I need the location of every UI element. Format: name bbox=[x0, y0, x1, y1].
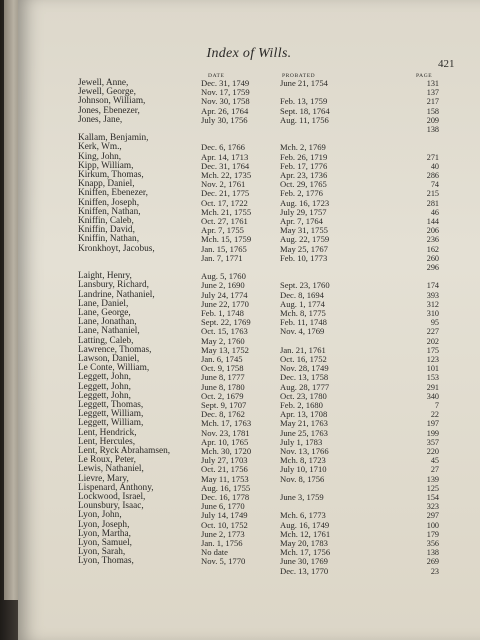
entry-date: June 8, 1780 bbox=[201, 381, 245, 392]
entry-name: Lyon, Samuel, bbox=[78, 538, 132, 548]
entry-name: Le Conte, William, bbox=[78, 363, 150, 374]
entry-name: Latting, Caleb, bbox=[78, 335, 134, 346]
entry-date: Oct. 15, 1763 bbox=[201, 326, 248, 337]
entry-name: Lyon, John, bbox=[78, 510, 122, 521]
entry-probated: Aug. 11, 1756 bbox=[280, 114, 329, 125]
entry-name: Lent, Ryck Abrahamsen, bbox=[78, 446, 171, 456]
entry-name: Leggett, William, bbox=[78, 409, 144, 420]
entry-date: Apr. 10, 1765 bbox=[201, 436, 249, 447]
entry-page: 281 bbox=[426, 198, 439, 208]
entry-page: 131 bbox=[426, 79, 439, 88]
entry-name: Kniffin, Nathan, bbox=[78, 234, 140, 245]
entry-name: Lansbury, Richard, bbox=[78, 280, 149, 291]
entry-probated: Feb. 10, 1773 bbox=[280, 252, 328, 263]
entry-page: 154 bbox=[426, 493, 439, 502]
entry-date: June 2, 1690 bbox=[201, 280, 245, 291]
entry-page: 138 bbox=[426, 125, 439, 134]
entry-probated: Dec. 13, 1758 bbox=[280, 372, 329, 383]
entry-probated: Apr. 7, 1764 bbox=[280, 216, 323, 226]
entry-date: June 6, 1770 bbox=[201, 501, 245, 512]
entry-name: Kerk, Wm., bbox=[78, 142, 122, 153]
entry-date: Aug. 16, 1755 bbox=[201, 482, 251, 493]
entry-name: Kirkum, Thomas, bbox=[78, 170, 144, 180]
entry-probated: Feb. 11, 1748 bbox=[280, 317, 327, 328]
entry-name: Landrine, Nathaniel, bbox=[78, 289, 155, 300]
entry-name: Jones, Ebenezer, bbox=[78, 105, 140, 116]
entry-name: Leggett, Thomas, bbox=[78, 400, 144, 410]
index-entry bbox=[18, 566, 480, 577]
entry-probated: July 1, 1783 bbox=[280, 436, 323, 447]
entry-name: Lent, Hercules, bbox=[78, 436, 136, 447]
entry-date: Mch. 21, 1755 bbox=[201, 206, 252, 217]
entry-name: Kallam, Benjamin, bbox=[78, 133, 149, 144]
entry-page: 202 bbox=[426, 336, 439, 346]
entry-probated: Apr. 13, 1708 bbox=[280, 409, 328, 420]
entry-page: 95 bbox=[430, 318, 439, 328]
entry-probated: Nov. 28, 1749 bbox=[280, 363, 329, 374]
entry-date: Mch. 15, 1759 bbox=[201, 234, 252, 245]
entry-date: No date bbox=[201, 547, 228, 558]
entry-name: Lawrence, Thomas, bbox=[78, 344, 152, 355]
entry-name: Lievre, Mary, bbox=[78, 473, 129, 484]
entry-page: 179 bbox=[426, 529, 439, 539]
page-number: 421 bbox=[438, 58, 455, 70]
entry-probated: Feb. 13, 1759 bbox=[280, 96, 328, 107]
entry-name: Kniffin, David, bbox=[78, 225, 135, 236]
entry-name: Jones, Jane, bbox=[78, 114, 123, 125]
entry-page: 236 bbox=[426, 235, 439, 245]
entry-probated: Jan. 21, 1761 bbox=[280, 344, 326, 355]
entry-date: Mch. 17, 1763 bbox=[201, 418, 252, 429]
entry-name: Knapp, Daniel, bbox=[78, 179, 135, 190]
entry-name: Kniffin, Caleb, bbox=[78, 216, 134, 226]
entry-page: 7 bbox=[434, 401, 439, 410]
entry-page: 22 bbox=[430, 410, 439, 420]
entry-probated: June 3, 1759 bbox=[280, 492, 324, 502]
entry-probated: July 29, 1757 bbox=[280, 206, 327, 217]
entry-page: 175 bbox=[426, 345, 439, 355]
entry-probated: June 30, 1769 bbox=[280, 556, 328, 567]
entry-date: Mch. 30, 1720 bbox=[201, 446, 252, 456]
entry-date: Oct. 9, 1758 bbox=[201, 363, 244, 374]
entry-date: Dec. 8, 1762 bbox=[201, 409, 245, 420]
entry-page: 357 bbox=[426, 437, 439, 447]
entry-date: Oct. 2, 1679 bbox=[201, 390, 244, 401]
entry-name: Leggett, William, bbox=[78, 418, 144, 429]
entry-page: 296 bbox=[426, 263, 439, 272]
entry-page: 227 bbox=[426, 327, 439, 337]
entry-date: Oct. 27, 1761 bbox=[201, 216, 248, 226]
entry-name: Le Roux, Peter, bbox=[78, 455, 136, 466]
entry-date: Apr. 7, 1755 bbox=[201, 225, 244, 236]
entry-probated: May 25, 1767 bbox=[280, 243, 328, 254]
entry-probated: Aug. 28, 1777 bbox=[280, 381, 330, 392]
entry-probated: Nov. 13, 1766 bbox=[280, 446, 329, 456]
entry-probated: June 21, 1754 bbox=[280, 78, 328, 88]
entry-probated: Mch. 8, 1775 bbox=[280, 308, 326, 318]
entry-page: 197 bbox=[426, 419, 439, 429]
entry-page: 286 bbox=[426, 171, 439, 180]
entry-date: Jan. 6, 1745 bbox=[201, 354, 243, 364]
entry-probated: Mch. 2, 1769 bbox=[280, 142, 326, 153]
entry-name: Kipp, William, bbox=[78, 160, 134, 171]
entry-probated: Oct. 29, 1765 bbox=[280, 179, 327, 190]
entry-probated: Mch. 17, 1756 bbox=[280, 547, 331, 558]
entry-date: Dec. 21, 1775 bbox=[201, 188, 250, 199]
entry-page: 209 bbox=[426, 115, 439, 125]
entry-name: Lawson, Daniel, bbox=[78, 354, 140, 364]
entry-name: Lyon, Sarah, bbox=[78, 547, 126, 558]
entry-date: Mch. 22, 1735 bbox=[201, 170, 252, 180]
entry-name: Lyon, Martha, bbox=[78, 528, 131, 539]
entry-page: 153 bbox=[426, 373, 439, 383]
entry-page: 138 bbox=[426, 548, 439, 558]
entry-page: 123 bbox=[426, 355, 439, 364]
entry-name: Leggett, John, bbox=[78, 381, 131, 392]
entry-page: 215 bbox=[426, 189, 439, 199]
entry-page: 312 bbox=[426, 299, 439, 309]
entry-name: Lane, Nathaniel, bbox=[78, 326, 140, 337]
entry-page: 174 bbox=[426, 281, 439, 291]
date-column-header: DATE bbox=[208, 73, 225, 79]
probated-column-header: PROBATED bbox=[282, 73, 316, 79]
entry-name: Jewell, Anne, bbox=[78, 78, 129, 88]
entry-name: King, John, bbox=[78, 151, 122, 162]
entry-name: Kronkhoyt, Jacobus, bbox=[78, 243, 155, 254]
entry-page: 269 bbox=[426, 557, 439, 567]
entry-date: Dec. 16, 1778 bbox=[201, 492, 250, 502]
entry-page: 393 bbox=[426, 290, 439, 300]
entry-date: June 2, 1773 bbox=[201, 528, 245, 539]
entry-page: 271 bbox=[426, 152, 439, 162]
entry-page: 291 bbox=[426, 382, 439, 392]
entry-page: 125 bbox=[426, 483, 439, 493]
entry-page: 139 bbox=[426, 474, 439, 484]
entry-probated: Mch. 12, 1761 bbox=[280, 528, 331, 539]
entry-name: Kniffen, Joseph, bbox=[78, 197, 140, 208]
entry-page: 356 bbox=[426, 539, 439, 548]
entry-page: 40 bbox=[430, 161, 439, 171]
entry-probated: May 21, 1763 bbox=[280, 418, 328, 429]
page-column-header: PAGE bbox=[416, 73, 433, 79]
entry-page: 220 bbox=[426, 447, 439, 456]
entry-page: 310 bbox=[426, 309, 439, 318]
entry-page: 323 bbox=[426, 502, 439, 512]
entry-name: Lyon, Thomas, bbox=[78, 556, 134, 567]
entry-name: Johnson, William, bbox=[78, 96, 146, 107]
entry-probated: Aug. 16, 1749 bbox=[280, 519, 330, 530]
entry-date: Nov. 2, 1761 bbox=[201, 179, 246, 190]
entry-name: Lent, Hendrick, bbox=[78, 427, 137, 438]
entry-date: Oct. 21, 1756 bbox=[201, 464, 248, 475]
entry-name: Lockwood, Israel, bbox=[78, 492, 146, 502]
entry-date: June 8, 1777 bbox=[201, 372, 245, 383]
entry-probated: Sept. 18, 1764 bbox=[280, 105, 330, 116]
entry-name: Lewis, Nathaniel, bbox=[78, 464, 144, 475]
entry-page: 45 bbox=[430, 456, 439, 466]
entry-page: 46 bbox=[430, 207, 439, 217]
entry-probated: Dec. 13, 1770 bbox=[280, 565, 329, 576]
entry-date: June 22, 1770 bbox=[201, 298, 249, 309]
entry-date: Sept. 22, 1769 bbox=[201, 317, 251, 328]
entry-page: 199 bbox=[426, 428, 439, 438]
entry-date: Aug. 5, 1760 bbox=[201, 271, 246, 282]
entry-page: 101 bbox=[426, 364, 439, 374]
book-page bbox=[18, 0, 480, 640]
entry-probated: May 20, 1783 bbox=[280, 538, 328, 548]
entry-page: 158 bbox=[426, 106, 439, 116]
entry-probated: Oct. 16, 1752 bbox=[280, 354, 327, 364]
entry-probated: Feb. 2, 1776 bbox=[280, 188, 323, 199]
entry-date: Nov. 30, 1758 bbox=[201, 96, 250, 107]
entry-name: Jewell, George, bbox=[78, 87, 136, 98]
entry-probated: Nov. 4, 1769 bbox=[280, 326, 325, 337]
entry-name: Lane, Jonathan, bbox=[78, 317, 137, 328]
entry-date: Apr. 14, 1713 bbox=[201, 151, 249, 162]
entry-date: May 11, 1753 bbox=[201, 473, 249, 484]
entry-date: Nov. 17, 1759 bbox=[201, 87, 250, 98]
entry-name: Kniffen, Ebenezer, bbox=[78, 188, 148, 199]
entry-page: 74 bbox=[430, 180, 439, 190]
entry-date: Oct. 17, 1722 bbox=[201, 197, 248, 208]
entry-name: Leggett, John, bbox=[78, 372, 131, 383]
entry-probated: May 31, 1755 bbox=[280, 225, 328, 236]
entry-probated: Oct. 23, 1780 bbox=[280, 390, 327, 401]
entry-page: 23 bbox=[430, 566, 439, 576]
entry-name: Leggett, John, bbox=[78, 390, 131, 401]
entry-date: May 13, 1752 bbox=[201, 344, 249, 355]
entry-page: 144 bbox=[426, 217, 439, 226]
entry-probated: June 25, 1763 bbox=[280, 427, 328, 438]
entry-date: July 24, 1774 bbox=[201, 289, 248, 300]
entry-page: 297 bbox=[426, 511, 439, 521]
entry-probated: Mch. 8, 1723 bbox=[280, 455, 326, 466]
entry-page: 206 bbox=[426, 226, 439, 236]
entry-name: Kniffen, Nathan, bbox=[78, 206, 141, 217]
entry-date: July 27, 1703 bbox=[201, 455, 248, 466]
entry-date: Jan. 15, 1765 bbox=[201, 243, 247, 254]
entry-date: Nov. 23, 1781 bbox=[201, 427, 250, 438]
entry-date: Sept. 9, 1707 bbox=[201, 400, 247, 410]
entry-page: 100 bbox=[426, 520, 439, 530]
entry-name: Lane, Daniel, bbox=[78, 298, 129, 309]
entry-probated: Aug. 16, 1723 bbox=[280, 197, 330, 208]
entry-probated: Aug. 1, 1774 bbox=[280, 298, 325, 309]
entry-date: Jan. 7, 1771 bbox=[201, 252, 243, 263]
entry-page: 260 bbox=[426, 253, 439, 263]
entry-probated: July 10, 1710 bbox=[280, 464, 327, 475]
entry-name: Lyon, Joseph, bbox=[78, 519, 130, 530]
entry-probated: Aug. 22, 1759 bbox=[280, 234, 330, 245]
entry-name: Lane, George, bbox=[78, 308, 131, 318]
entry-name: Laight, Henry, bbox=[78, 271, 132, 282]
entry-name: Lounsbury, Isaac, bbox=[78, 501, 144, 512]
entry-probated: Nov. 8, 1756 bbox=[280, 473, 325, 484]
entry-page: 217 bbox=[426, 97, 439, 107]
entry-date: Feb. 1, 1748 bbox=[201, 308, 244, 318]
entry-page: 27 bbox=[430, 465, 439, 475]
entry-date: July 14, 1749 bbox=[201, 510, 248, 521]
entry-probated: Feb. 26, 1719 bbox=[280, 151, 328, 162]
entry-probated: Feb. 17, 1776 bbox=[280, 160, 328, 171]
entry-page: 340 bbox=[426, 391, 439, 401]
entry-probated: Mch. 6, 1773 bbox=[280, 510, 326, 521]
entry-date: Dec. 31, 1764 bbox=[201, 160, 250, 171]
entry-date: May 2, 1760 bbox=[201, 335, 245, 346]
entry-probated: Apr. 23, 1736 bbox=[280, 170, 328, 180]
entry-date: July 30, 1756 bbox=[201, 114, 248, 125]
page-title: Index of Wills. bbox=[206, 46, 292, 61]
entry-date: Oct. 10, 1752 bbox=[201, 519, 248, 530]
entry-page: 162 bbox=[426, 244, 439, 254]
entry-page: 137 bbox=[426, 88, 439, 98]
entry-probated: Sept. 23, 1760 bbox=[280, 280, 330, 291]
entry-name: Lispenard, Anthony, bbox=[78, 482, 154, 493]
entry-date: Dec. 6, 1766 bbox=[201, 142, 245, 153]
entry-probated: Feb. 2, 1680 bbox=[280, 400, 323, 410]
entry-date: Jan. 1, 1756 bbox=[201, 538, 243, 548]
entry-date: Nov. 5, 1770 bbox=[201, 556, 246, 567]
entry-date: Apr. 26, 1764 bbox=[201, 105, 249, 116]
entry-date: Dec. 31, 1749 bbox=[201, 78, 250, 88]
entry-probated: Dec. 8, 1694 bbox=[280, 289, 324, 300]
